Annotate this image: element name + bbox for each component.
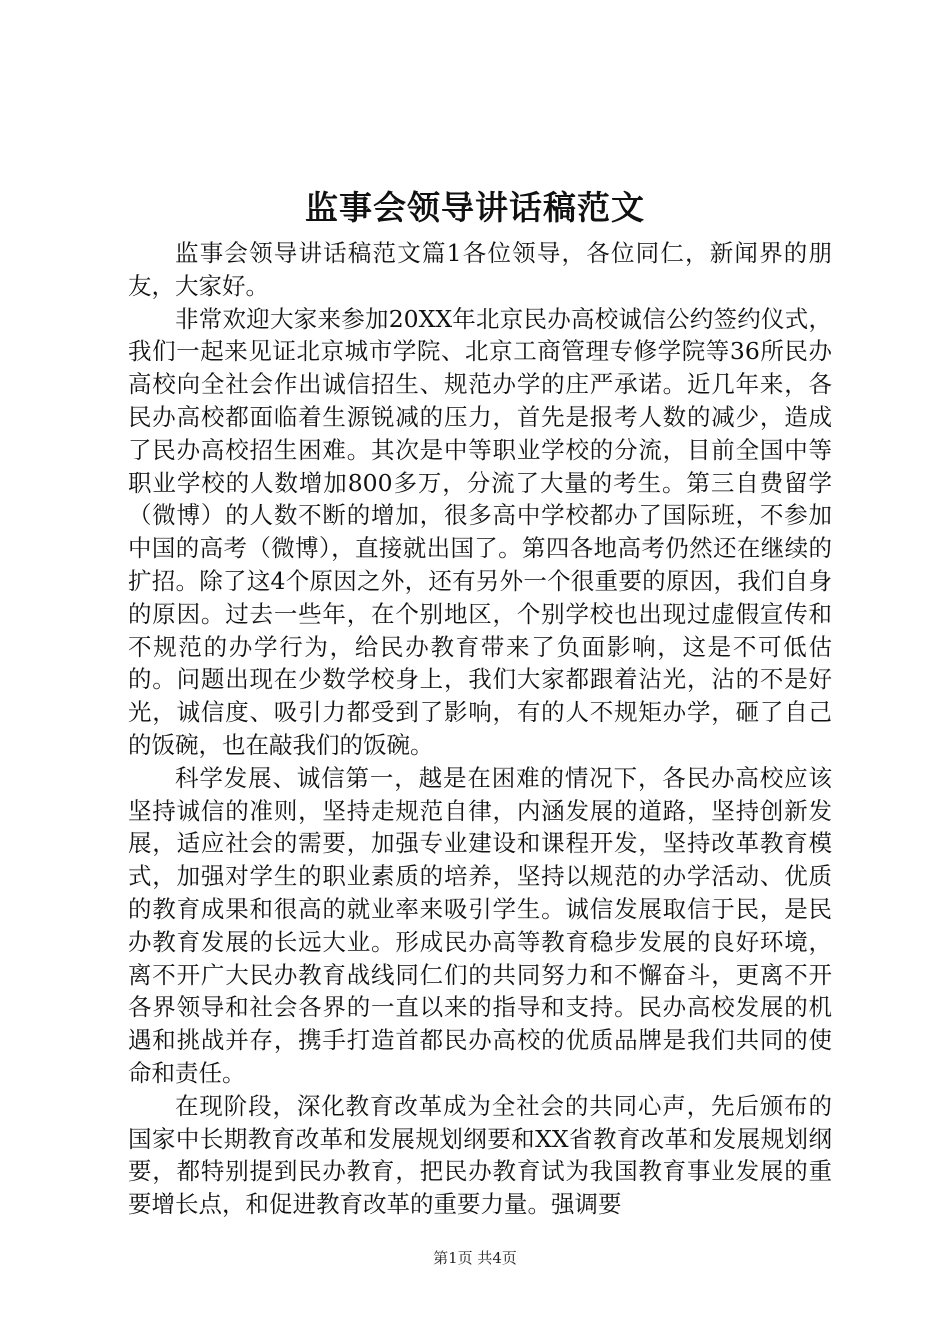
paragraph: 科学发展、诚信第一，越是在困难的情况下，各民办高校应该坚持诚信的准则，坚持走规范自律，内涵发展的道路，坚持创新发展，适应社会的需要，加强专业建设和课程开发，坚持改革教育模式，加强对学生的职业素质的培养，坚持以规范的办学活动、优质的教育成果和很高的就业率来吸引学生。诚信发展取信于民，是民办教育发展的长远大业。形成民办高等教育稳步发展的良好环境，离不开广大民办教育战线同仁们的共同努力和不懈奋斗，更离不开各界领导和社会各界的一直以来的指导和支持。民办高校发展的机遇和挑战并存，携手打造首都民办高校的优质品牌是我们共同的使命和责任。 xyxy=(128,763,832,1087)
paragraph: 在现阶段，深化教育改革成为全社会的共同心声，先后颁布的国家中长期教育改革和发展规划纲要和XX省教育改革和发展规划纲要，都特别提到民办教育，把民办教育试为我国教育事业发展的重要增长点，和促进教育改革的重要力量。强调要 xyxy=(128,1091,832,1219)
document-body xyxy=(128,237,832,1221)
page-number-footer: 第1页 共4页 xyxy=(433,1249,517,1267)
paragraph: 非常欢迎大家来参加20XX年北京民办高校诚信公约签约仪式，我们一起来见证北京城市学院、北京工商管理专修学院等36所民办高校向全社会作出诚信招生、规范办学的庄严承诺。近几年来，各民办高校都面临着生源锐减的压力，首先是报考人数的减少，造成了民办高校招生困难。其次是中等职业学校的分流，目前全国中等职业学校的人数增加800多万，分流了大量的考生。第三自费留学（微博）的人数不断的增加，很多高中学校都办了国际班，不参加中国的高考（微博），直接就出国了。第四各地高考仍然还在继续的扩招。除了这4个原因之外，还有另外一个很重要的原因，我们自身的原因。过去一些年，在个别地区，个别学校也出现过虚假宣传和不规范的办学行为，给民办教育带来了负面影响，这是不可低估的。问题出现在少数学校身上，我们大家都跟着沾光，沾的不是好光，诚信度、吸引力都受到了影响，有的人不规矩办学，砸了自己的饭碗，也在敲我们的饭碗。 xyxy=(128,304,832,759)
document-title: 监事会领导讲话稿范文 xyxy=(305,188,645,227)
paragraph: 监事会领导讲话稿范文篇1各位领导，各位同仁，新闻界的朋友，大家好。 xyxy=(128,239,832,300)
